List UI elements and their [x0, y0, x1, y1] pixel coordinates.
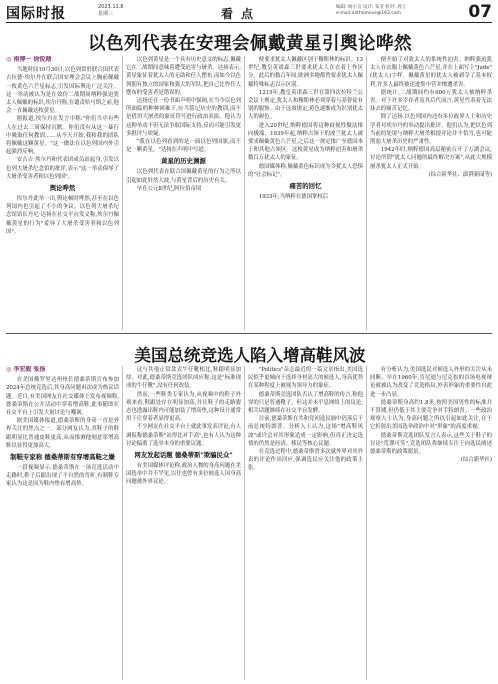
article2-subhead-1: 制鞋专家称 德桑蒂斯有穿增高鞋之嫌 — [10, 453, 115, 462]
article1-subhead-3: 痛苦的回忆 — [289, 182, 322, 191]
paragraph: 不少网友在社交平台上就此事发表评论,有人调侃称德桑蒂斯"站得比对手高",也有人认为这种讨论偏离了选举本身的重要议题。 — [126, 424, 241, 447]
issue-date — [98, 4, 123, 18]
article2-subhead-2: 网友发起话题 德桑蒂斯"欺骗民众" — [134, 451, 233, 460]
paragraph: 1942年时,纳粹德国高层秘密召开了万湖会议,讨论所谓"犹太人问题的最终解决方案",从此大规模屠杀犹太人正式开始。 — [370, 147, 492, 170]
paragraph: 除了达扬,以色列国内还有多位政界人士和历史学者对埃尔丹的举动提出批评。他们认为,把以色列当前的处境与纳粹大屠杀相提并论并不恰当,也可能削弱大屠杀历史的严肃性。 — [370, 114, 492, 146]
column-divider — [366, 56, 367, 330]
column-divider — [244, 366, 245, 680]
top-rule — [6, 22, 492, 23]
paragraph: 以色列黄星是一个具有历史意义的标志,佩戴它在二战期间意味着遭受迫害与屠杀。达扬表示,黄星象征着犹太人的无助和任人摆布,而如今以色列拥有独立的国家和强大的军队,把自己比作任人摆布的受害者是错误的。 — [126, 57, 241, 96]
section-name: 看点 — [221, 7, 262, 21]
article1-subhead-2: 黄星的历史渊源 — [161, 157, 206, 166]
column-divider — [122, 366, 123, 680]
article1-column-2 — [126, 56, 241, 330]
paragraph: 德桑蒂斯身高约1.8米,按照美国男性的标准并不算矮,但仍低于其主要竞争对手特朗普。一些政治观察人士认为,身高问题之所以引起如此关注,在于它折射出美国选举政治中对"形象"的高度重视。 — [370, 399, 492, 431]
section-divider — [6, 333, 492, 334]
paragraph: 据美国媒体报道,德桑蒂斯的身高一直是外界关注的焦点之一。部分网友认为,其鞋子的鞋跟明显比普通皮鞋更高,从而推测他刻意穿增高鞋以显得更加高大。 — [6, 418, 119, 449]
paragraph: 当地时间10月30日,以色列常驻联合国代表吉拉德·埃尔丹在联合国安理会会议上胸前佩戴一枚黄色六芒星标志,引发国际舆论广泛关注。这一举动被认为是在效仿二战期间纳粹强迫犹太人佩戴的标识,埃尔丹称,在谴责哈马斯之前,他会一直佩戴这枚黄星。 — [6, 67, 119, 115]
date: 2023.11.8 — [98, 4, 124, 10]
source-note: (综合新华社) — [460, 457, 492, 464]
paragraph: 目前,德桑蒂斯在共和党初选民调中仍落后于前总统特朗普。分析人士认为,这场"增高鞋风波"或许会对其形象造成一定影响,但真正决定选情的仍然是经济、移民等核心议题。 — [248, 416, 363, 447]
article1-column-3 — [248, 56, 363, 330]
article2-byline: ◎ 李宏毅 张扬 — [6, 366, 46, 373]
weekday: 星期三 — [98, 11, 114, 17]
masthead — [6, 3, 492, 23]
paragraph: 便开始了对犹太人的系统性迫害。纳粹强迫犹太人在衣服上佩戴黄色六芒星,并在上面写上"Jude"(犹太人)字样。佩戴黄星的犹太人被剥夺了基本权利,许多人最终被送进集中营并惨遭杀害。 — [370, 57, 492, 88]
article1-byline: ◎ 南博一 徐锐瑭 — [6, 56, 52, 63]
paragraph: 进入20世纪,纳粹德国将这种歧视性做法推向极端。1939年起,纳粹占领下的波兰犹太人被要求佩戴黄色六芒星,之后这一规定推广至德国本土和其他占领区。这枚黄星成为纳粹迫害和屠杀数百万犹太人的象征。 — [248, 122, 363, 162]
column-divider — [366, 366, 367, 680]
article2-column-1 — [6, 366, 119, 680]
editor-credits: 编辑: 杨小宣 设计: 布亚 校对: 周王 — [336, 5, 407, 10]
paragraph: 一段视频显示,德桑蒂斯在一场竞选活动中走路时,鞋子后跟出现了不自然的弯折,有制鞋专家认为这是因为鞋内垫有增高垫。 — [6, 465, 119, 488]
article1-headline: 以色列代表在安理会佩戴黄星引舆论哗然 — [88, 34, 412, 54]
paragraph: 便要求犹太人佩戴区别于穆斯林的标识。13世纪,教皇英诺森三世要求犹太人在衣着上作区分。此后的数百年间,欧洲多地都曾要求犹太人佩戴特殊标志以示区别。 — [248, 57, 363, 88]
paragraph: 早在公元8世纪,阿拉伯帝国 — [136, 185, 202, 192]
column-divider — [244, 56, 245, 330]
article2-headline: 美国总统竞选人陷入增高鞋风波 — [134, 346, 366, 365]
paragraph: "我在以色列看到的是一面以色列国旗,而不是一颗黄星。"达扬在声明中写道。 — [126, 139, 241, 154]
paragraph: 1215年,教皇英诺森三世在第四次拉特兰公会议上规定,犹太人和穆斯林必须穿着与基督徒有别的服饰。由于这项规定,黄色逐渐成为识别犹太人的颜色。 — [248, 89, 363, 121]
column-divider — [122, 56, 123, 330]
article1-column-1 — [6, 56, 119, 330]
paragraph: 然而,一些鞋类专家认为,从视频中的鞋子外观来看,鞋跟处存在明显加高,并且鞋子的走路姿态也透露出鞋内可能加装了增高垫,这种设计通常用于让穿着者显得更高。 — [126, 391, 241, 423]
paragraph: 在竞选过程中,德桑蒂斯曾多次就外界对其外表的评论作出回应,强调选民应关注他的政策主张。 — [248, 449, 363, 472]
paragraph: 在美国佛罗里达州州长德桑蒂斯宣布参加2024年总统竞选后,其身高问题再次成为热议话题。近日,有美国网友在社交媒体上发布视频称,德桑蒂斯在公开活动中穿着增高鞋,此事随即在社交平台上引发大量讨论与嘲讽。 — [6, 377, 119, 417]
paragraph: 有美国媒体评论称,政治人物的身高问题在美国选举中并不罕见,以往也曾有多位候选人因身高问题被外界议论。 — [126, 463, 241, 486]
article1-subhead-1: 舆论哗然 — [49, 184, 76, 193]
article2-column-4 — [370, 366, 492, 680]
paper-name: 国际时报 — [6, 6, 66, 22]
paragraph: 以色列代表在联合国佩戴黄星的行为之所以引起如此轩然大波,与黄星背后的历史有关。 — [126, 169, 241, 184]
page-number: 07 — [468, 2, 492, 22]
paragraph: 达扬还在一份书面声明中强调,在当今以色列所面临的种种困难下,应当铭记历史的教训,而不是借用大屠杀的象征符号进行政治表演。他认为这种举动不但无法争取国际支持,反而可能引发更多批评与质疑。 — [126, 98, 241, 137]
paragraph: "Politics"杂志最近的一篇文章指出,美国选民似乎更倾向于选择身材高大的候选人,身高优势在某种程度上被视为领导力的象征。 — [248, 367, 363, 390]
paragraph: 据报道,埃尔丹在发言中称:"你们当中有些人在过去三周保持沉默。你们没有从这一暴行中吸取任何教训……从今天开始,我和我的团队将佩戴这颗黄星。"这一做法在以色列国内外引起强烈反响。 — [6, 116, 119, 156]
paragraph: 德桑蒂斯竞选团队发言人表示,这些关于鞋子的讨论"荒谬可笑",竞选团队将继续专注于向选民阐述德桑蒂斯的政策愿景。 — [370, 432, 492, 456]
paragraph: 1933年,当纳粹在德国掌权后 — [258, 194, 329, 201]
paragraph: 安吉吉·埃尔丹和代表团成员站起身,引发以色列大屠杀纪念馆的批评,表示"这一举动侮辱了大屠杀受害者和以色列国"。 — [6, 157, 119, 180]
source-note: (综合新华社、澎湃新闻等) — [428, 171, 492, 178]
paragraph: 埃尔丹此举一出,舆论顿时哗然,甚至在以色列国内也引起了不小的争议。以色列大屠杀纪念馆馆长丹尼·达扬在社交平台发文称,埃尔丹佩戴黄星的行为"羞辱了大屠杀受害者和以色列国"。 — [6, 196, 119, 235]
article2-column-3 — [248, 366, 363, 680]
paragraph: 有分析认为,美国选民对候选人外形的关注从未间断。早在1960年,肯尼迪与尼克松的首场电视辩论就被认为改变了竞选格局,外表形象的重要性自此进一步凸显。 — [370, 367, 492, 398]
paragraph: 德桑蒂斯竞选团队否认了增高鞋的传言,称他穿的只是普通靴子。但这并未平息网络上的议论,相关话题继续在社交平台发酵。 — [248, 391, 363, 415]
paragraph: 据统计,二战期间约有600万犹太人被纳粹杀害。对于许多幸存者及其后代而言,黄星代表着无法抹去的痛苦记忆。 — [370, 89, 492, 113]
paragraph: 德国媒体称,佩戴黄色标识成为令犹太人恐惧的"社会标记"。 — [248, 163, 363, 178]
credits — [336, 5, 456, 17]
paragraph: 这与其他正常款式牛仔靴相比,鞋跟明显加厚。对此,德桑蒂斯竞选团队回应称,这是"标准现成的牛仔靴",没有任何改装。 — [126, 367, 241, 390]
contact-email: e-mail:nethomese@163.com — [336, 11, 401, 16]
article1-column-4 — [370, 56, 492, 330]
article2-column-2 — [126, 366, 241, 680]
